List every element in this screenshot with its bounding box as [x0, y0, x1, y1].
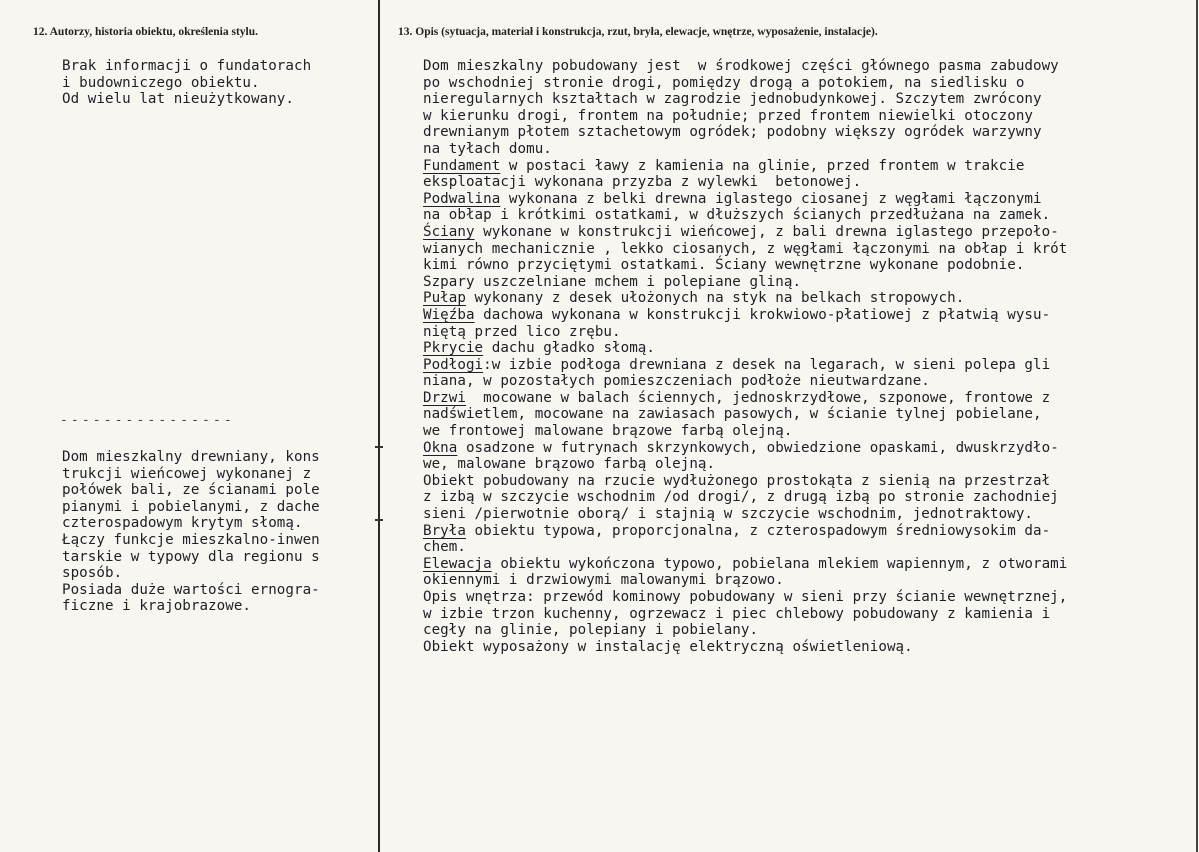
- line-text: obiektu typowa, proporcjonalna, z czterospadowym średniowysokim da-: [465, 522, 1051, 539]
- text-line: [423, 556, 1193, 573]
- underlined-heading: Bryła: [423, 522, 466, 539]
- text-line: Łączy funkcje mieszkalno-inwen: [62, 531, 320, 548]
- text-line: pianymi i pobielanymi, z dache: [62, 498, 320, 515]
- line-text: w postaci ławy z kamienia na glinie, przed frontem w trakcie: [500, 157, 1025, 174]
- text-line: [423, 224, 1193, 241]
- text-line: [423, 174, 1193, 191]
- text-line: [423, 373, 1193, 390]
- line-text: nieregularnych kształtach w zagrodzie jednobudynkowej. Szczytem zwrócony: [423, 91, 1042, 108]
- underlined-heading: Pułap: [423, 290, 466, 307]
- line-text: wykonane w konstrukcji wieńcowej, z bali drewna iglastego przepoło-: [474, 223, 1059, 240]
- line-text: na tyłach domu.: [423, 140, 552, 157]
- text-line: [423, 622, 1193, 639]
- line-text: Obiekt pobudowany na rzucie wydłużonego prostokąta z sienią na przestrzał: [423, 472, 1051, 489]
- line-text: nadświetlem, mocowane na zawiasach pasowych, w ścianie tylnej pobielane,: [423, 406, 1042, 423]
- section-12-header: 12. Autorzy, historia obiektu, określenia stylu.: [33, 26, 259, 38]
- line-text: Dom mieszkalny pobudowany jest w środkowej części głównego pasma zabudowy: [423, 58, 1059, 74]
- column-divider: [378, 0, 380, 852]
- text-line: [423, 572, 1193, 589]
- underlined-heading: Fundament: [423, 157, 501, 174]
- underlined-heading: Pkrycie: [423, 340, 484, 357]
- line-text: z izbą w szczycie wschodnim /od drogi/, z drugą izbą po stronie zachodniej: [423, 489, 1059, 506]
- line-text: osadzone w futrynach skrzynkowych, obwiedzione opaskami, dwuskrzydło-: [457, 439, 1059, 456]
- line-text: cegły na glinie, polepiany i pobielany.: [423, 622, 759, 639]
- section-13-header: 13. Opis (sytuacja, materiał i konstrukcja, rzut, bryła, elewacje, wnętrze, wyposażenie, instalacje).: [398, 26, 878, 38]
- text-line: [423, 290, 1193, 307]
- line-text: po wschodniej stronie drogi, pomiędzy drogą a potokiem, na siedlisku o: [423, 74, 1025, 91]
- text-line: [423, 589, 1193, 606]
- text-line: trukcji wieńcowej wykonanej z: [62, 465, 312, 482]
- text-line: [423, 340, 1193, 357]
- line-text: dachowa wykonana w konstrukcji krokwiowo-płatiowej z płatwią wysu-: [474, 306, 1051, 323]
- text-line: [423, 440, 1193, 457]
- description-text: [423, 58, 1193, 655]
- text-line: [423, 523, 1193, 540]
- line-text: sieni /pierwotnie oborą/ i stajnią w szczycie wschodnim, jednotraktowy.: [423, 506, 1034, 523]
- line-text: niana, w pozostałych pomieszczeniach podłoże nieutwardzane.: [423, 373, 930, 390]
- style-definition-text: [62, 449, 320, 615]
- text-line: [423, 75, 1193, 92]
- text-line: [423, 539, 1193, 556]
- divider-tick: [375, 446, 383, 448]
- text-line: [423, 639, 1193, 656]
- text-line: Posiada duże wartości ernogra-: [62, 581, 320, 598]
- line-text: Obiekt wyposażony w instalację elektryczną oświetleniową.: [423, 638, 913, 655]
- line-text: :w izbie podłoga drewniana z desek na legarach, w sieni polepa gli: [483, 356, 1051, 373]
- line-text: eksploatacji wykonana przyzba z wylewki betonowej.: [423, 174, 862, 191]
- line-text: mocowane w balach ściennych, jednoskrzydłowe, szponowe, frontowe z: [465, 389, 1051, 406]
- text-line: [423, 91, 1193, 108]
- line-text: dachu gładko słomą.: [483, 340, 655, 357]
- text-line: [423, 390, 1193, 407]
- text-line: Od wielu lat nieużytkowany.: [62, 91, 294, 108]
- text-line: ficzne i krajobrazowe.: [62, 598, 252, 615]
- underlined-heading: Podwalina: [423, 190, 501, 207]
- text-line: [423, 406, 1193, 423]
- text-line: [423, 357, 1193, 374]
- text-line: [423, 207, 1193, 224]
- text-line: [423, 274, 1193, 291]
- line-text: wykonana z belki drewna iglastego ciosanej z węgłami łączonymi: [500, 190, 1042, 207]
- dashed-separator: ----------------: [60, 413, 235, 428]
- text-line: [423, 506, 1193, 523]
- text-line: tarskie w typowy dla regionu s: [62, 548, 320, 565]
- divider-tick: [375, 519, 383, 521]
- underlined-heading: Ściany: [423, 223, 475, 240]
- line-text: we frontowej malowane brązowe farbą olejną.: [423, 423, 793, 440]
- line-text: wykonany z desek ułożonych na styk na belkach stropowych.: [465, 290, 965, 307]
- text-line: Dom mieszkalny drewniany, kons: [62, 449, 320, 465]
- text-line: połówek bali, ze ścianami pole: [62, 482, 320, 499]
- line-text: niętą przed lico zrębu.: [423, 323, 621, 340]
- line-text: Opis wnętrza: przewód kominowy pobudowany w sieni przy ścianie wewnętrznej,: [423, 589, 1068, 605]
- underlined-heading: Elewacja: [423, 555, 492, 572]
- line-text: kimi równo przyciętymi ostatkami. Ściany wewnętrzne wykonane podobnie.: [423, 257, 1025, 274]
- line-text: na obłap i krótkimi ostatkami, w dłuższych ścianych przedłużana na zamek.: [423, 207, 1051, 224]
- line-text: Szpary uszczelniane mchem i polepiane gliną.: [423, 273, 802, 290]
- underlined-heading: Drzwi: [423, 389, 466, 406]
- line-text: okiennymi i drzwiowymi malowanymi brązowo.: [423, 572, 784, 589]
- line-text: w izbie trzon kuchenny, ogrzewacz i piec chlebowy pobudowany z kamienia i: [423, 605, 1051, 622]
- text-line: [423, 456, 1193, 473]
- line-text: we, malowane brązowo farbą olejną.: [423, 456, 716, 473]
- underlined-heading: Okna: [423, 439, 458, 456]
- underlined-heading: Podłogi: [423, 356, 484, 373]
- line-text: w kierunku drogi, frontem na południe; przed frontem niewielki otoczony: [423, 107, 1034, 124]
- text-line: [423, 108, 1193, 125]
- text-line: [423, 58, 1193, 75]
- line-text: drewnianym płotem sztachetowym ogródek; podobny większy ogródek warzywny: [423, 124, 1042, 141]
- underlined-heading: Więźba: [423, 306, 475, 323]
- text-line: [423, 124, 1193, 141]
- text-line: czterospadowym krytym słomą.: [62, 515, 303, 532]
- text-line: [423, 141, 1193, 158]
- text-line: [423, 489, 1193, 506]
- text-line: [423, 324, 1193, 341]
- page-edge-line: [1196, 0, 1198, 852]
- text-line: [423, 473, 1193, 490]
- text-line: [423, 606, 1193, 623]
- text-line: [423, 307, 1193, 324]
- text-line: [423, 423, 1193, 440]
- line-text: chem.: [423, 539, 466, 556]
- line-text: wianych mechanicznie , lekko ciosanych, z węgłami łączonymi na obłap i krót: [423, 240, 1068, 257]
- text-line: [423, 158, 1193, 175]
- authors-history-text: [62, 58, 311, 108]
- text-line: [423, 191, 1193, 208]
- text-line: sposób.: [62, 565, 123, 582]
- text-line: Brak informacji o fundatorach: [62, 58, 312, 74]
- text-line: [423, 257, 1193, 274]
- line-text: obiektu wykończona typowo, pobielana mlekiem wapiennym, z otworami: [491, 555, 1068, 572]
- text-line: [423, 241, 1193, 258]
- text-line: i budowniczego obiektu.: [62, 74, 260, 91]
